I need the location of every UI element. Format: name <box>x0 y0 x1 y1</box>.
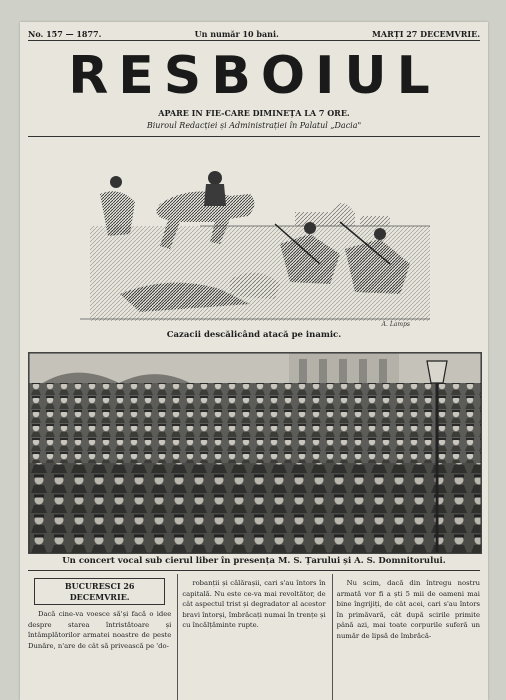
article-column-2 <box>177 574 325 700</box>
concert-engraving <box>28 352 482 554</box>
masthead-title: RESBOIUL <box>68 46 440 106</box>
concert-engraving-drawing <box>29 353 481 553</box>
cossack-engraving-drawing <box>80 164 430 329</box>
article-column-3 <box>332 574 480 700</box>
article-text: Nu scim, dacă din întregu nostru armată vor fi a ști 5 mii de oameni mai bine îngrijiți, de cât acei, cari s'au întors în primăvară, cât după scirile primite până azi, mai toate corpurile suferă un număr de lipsă de îmbrăcă- <box>336 579 480 640</box>
engraving-signature: A. Lamps <box>381 321 410 328</box>
divider <box>28 570 480 571</box>
masthead-subtitle: APARE IN FIE-CARE DIMINEȚA LA 7 ORE. <box>158 108 350 118</box>
article-columns <box>28 574 480 700</box>
article-text: Dacă cine-va voesce să'și facă o idee despre starea întristătoare și întâmplătorilor armatei noastre de peste Dunăre, n'are de cât să privească pe 'do- <box>28 610 172 650</box>
issue-date: MARȚI 27 DECEMVRIE. <box>372 29 480 39</box>
newspaper-page <box>20 22 488 700</box>
issue-price: Un număr 10 bani. <box>194 29 279 39</box>
cossack-engraving <box>80 164 430 329</box>
caption-cossacks: Cazacii descălicând atacă pe inamic. <box>166 330 342 340</box>
article-column-1 <box>28 574 171 700</box>
divider <box>28 136 480 137</box>
article-text: robanții și călărașii, cari s'au întors în capitală. Nu este ce-va mai revoltător, de cât aspectul trist și degradator al acestor bravi întorși, îmbrăcați numai în trențe și cu încălțăminte rupte. <box>182 579 326 629</box>
caption-concert: Un concert vocal sub cierul liber în presența M. S. Țarului și A. S. Domnitorului. <box>62 556 446 566</box>
article-heading: BUCURESCI 26 DECEMVRIE. <box>34 578 165 605</box>
masthead-office: Biuroul Redacției și Administrației în Palatul „Dacia" <box>146 121 362 130</box>
header-line <box>28 28 480 41</box>
issue-number: No. 157 — 1877. <box>28 29 102 39</box>
